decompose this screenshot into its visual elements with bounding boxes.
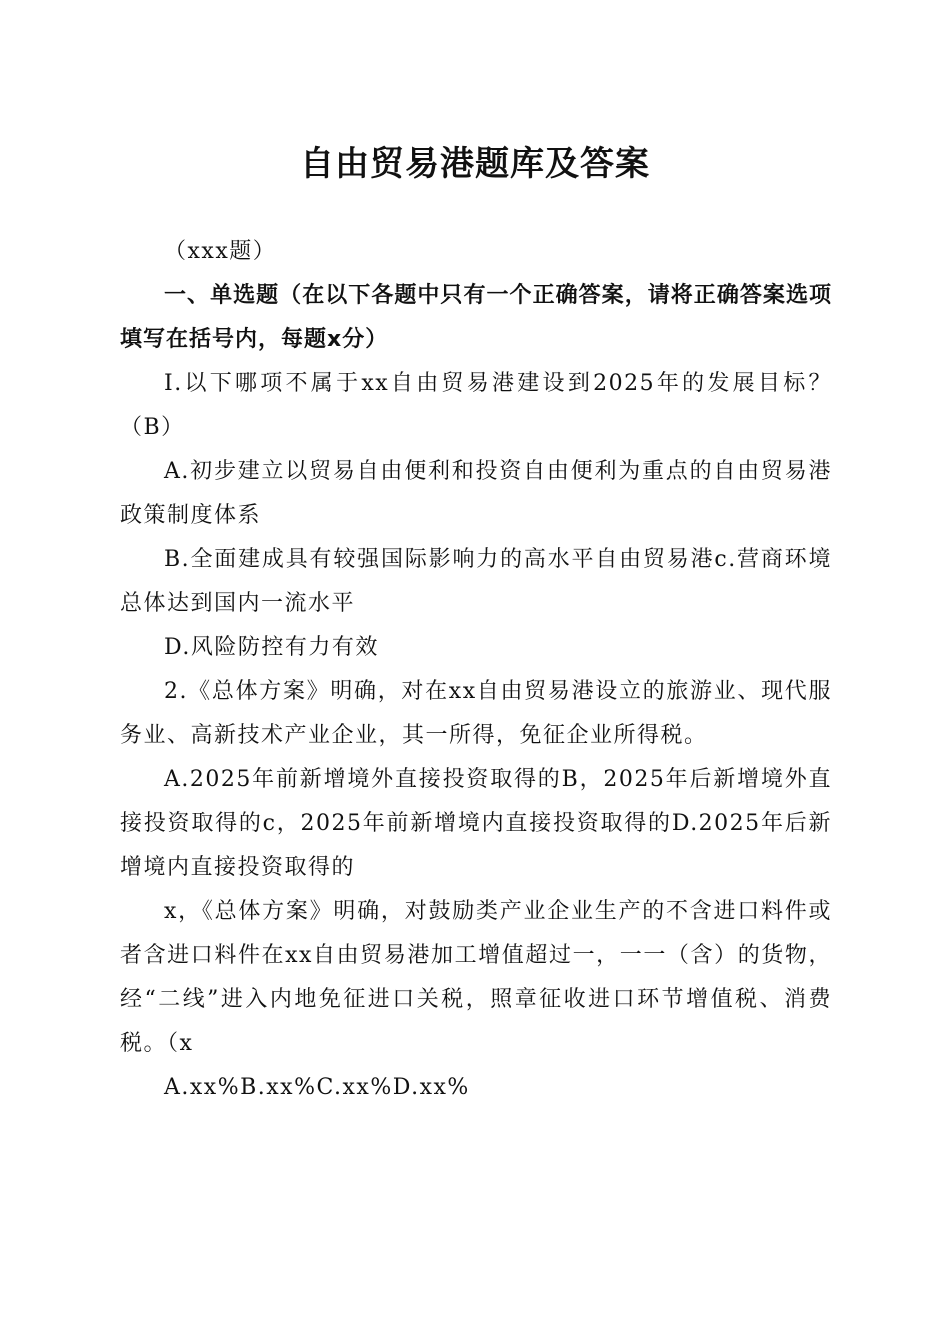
question-1-option-bc: B.全面建成具有较强国际影响力的高水平自由贸易港c.营商环境总体达到国内一流水平 [120,547,832,616]
question-1-option-d: D.风险防控有力有效 [164,635,379,660]
document-title: 自由贸易港题库及答案 [300,144,650,184]
section-heading: 一、单选题（在以下各题中只有一个正确答案，请将正确答案选项填写在括号内，每题x分） [120,283,832,352]
question-2-options: A.2025年前新增境外直接投资取得的B，2025年后新增境外直接投资取得的c，2025年前新增境内直接投资取得的D.2025年后新增境内直接投资取得的 [120,767,832,880]
question-3-stem: x，《总体方案》明确，对鼓励类产业企业生产的不含进口料件或者含进口料件在xx自由贸易港加工增值超过一，一一（含）的货物，经“二线”进入内地免征进口关税，照章征收进口环节增值税、消费税。（x [120,899,832,1056]
question-1-option-a: A.初步建立以贸易自由便利和投资自由便利为重点的自由贸易港政策制度体系 [120,459,832,528]
document-body [120,230,832,1110]
question-2-stem: 2.《总体方案》明确，对在xx自由贸易港设立的旅游业、现代服务业、高新技术产业企业，其一所得，免征企业所得税。 [120,679,832,748]
question-3-options: A.xx%B.xx%C.xx%D.xx% [164,1075,470,1100]
question-1-stem: I.以下哪项不属于xx自由贸易港建设到2025年的发展目标？（B） [120,371,832,440]
question-count-note: （xxx题） [164,239,277,264]
